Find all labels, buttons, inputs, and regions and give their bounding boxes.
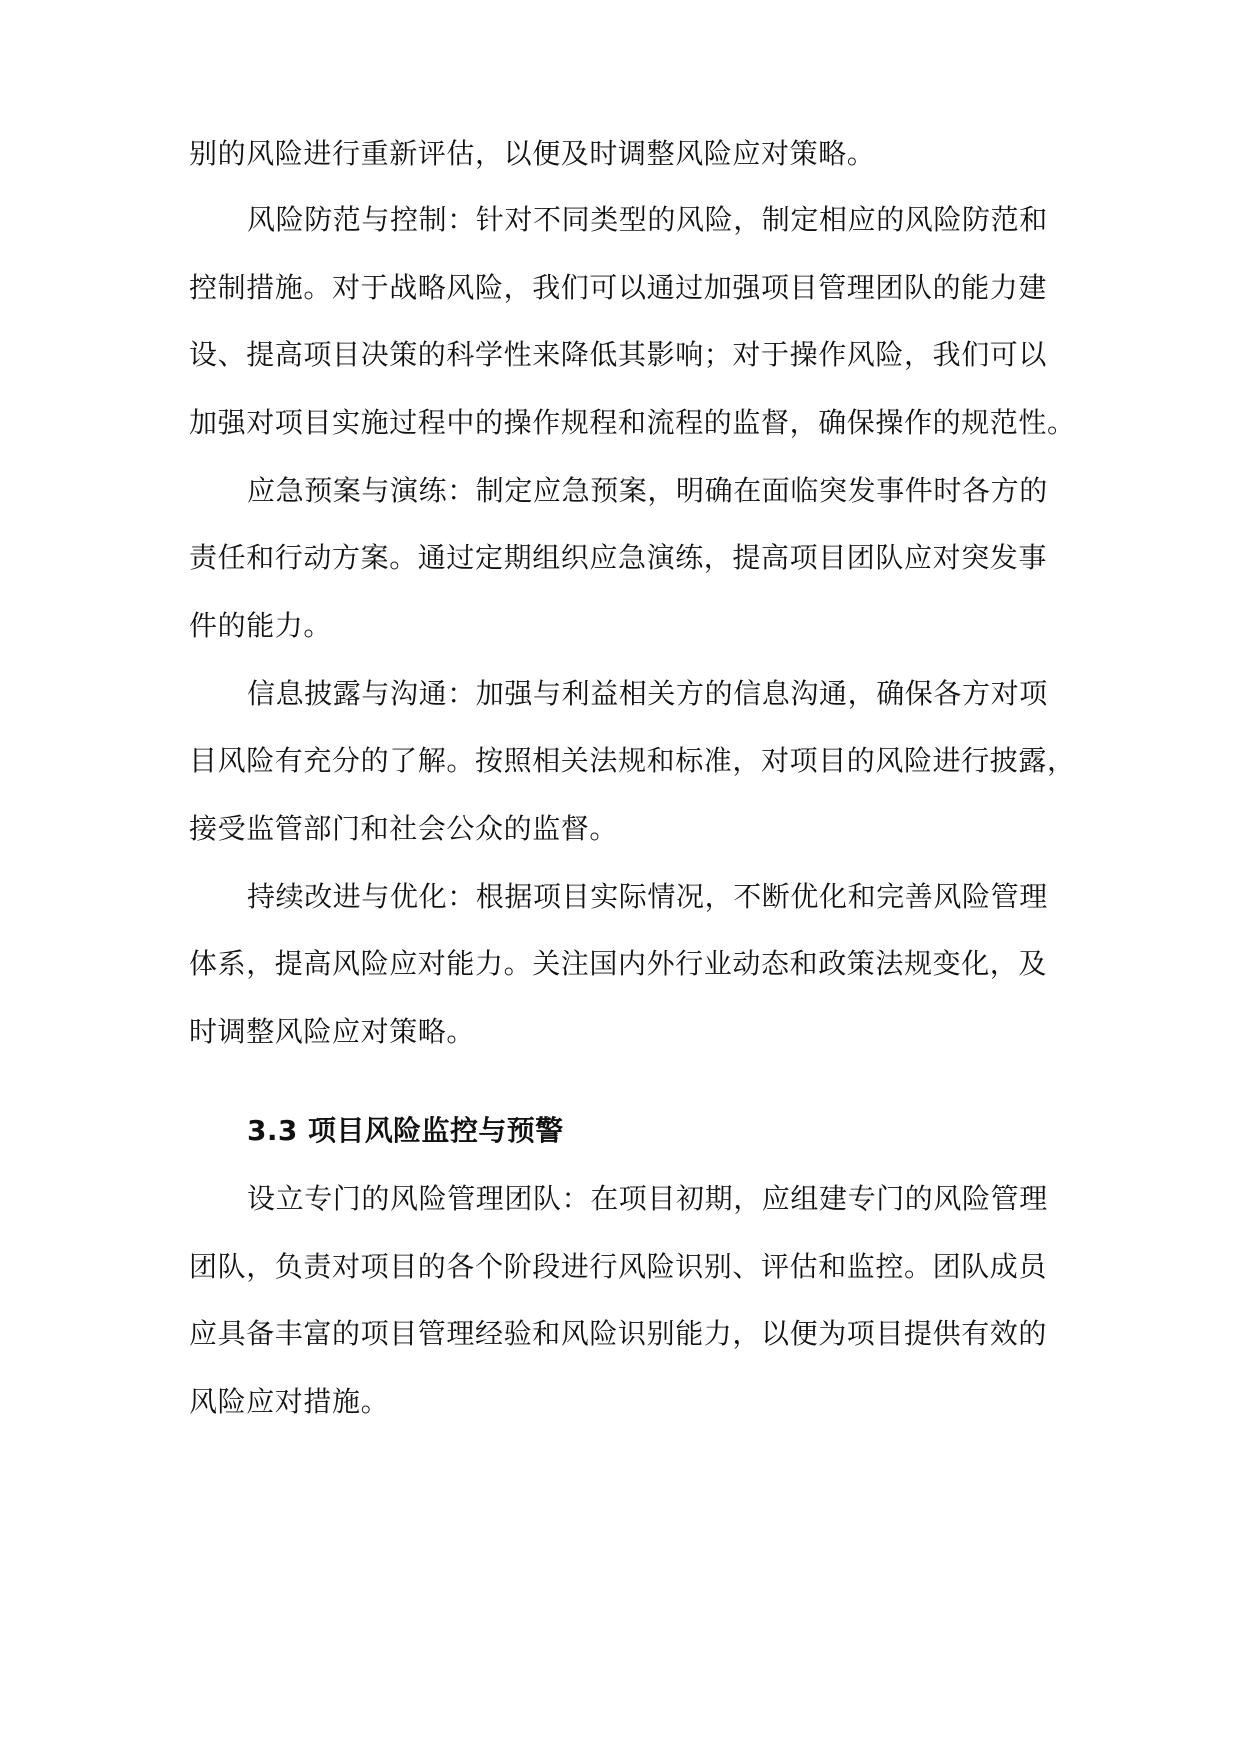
document-page [189, 0, 1076, 1754]
paragraph-line: 接受监管部门和社会公众的监督。 [189, 812, 619, 845]
paragraph-line: 持续改进与优化：根据项目实际情况，不断优化和完善风险管理 [247, 880, 1048, 913]
paragraph-line: 风险应对措施。 [189, 1385, 390, 1418]
paragraph-line: 风险防范与控制：针对不同类型的风险，制定相应的风险防范和 [247, 203, 1048, 236]
paragraph-line: 团队，负责对项目的各个阶段进行风险识别、评估和监控。团队成员 [189, 1250, 1048, 1283]
paragraph-continuation-line: 别的风险进行重新评估，以便及时调整风险应对策略。 [189, 137, 876, 170]
paragraph-line: 责任和行动方案。通过定期组织应急演练，提高项目团队应对突发事 [189, 541, 1048, 574]
section-heading: 3.3 项目风险监控与预警 [247, 1114, 564, 1147]
paragraph-line: 体系，提高风险应对能力。关注国内外行业动态和政策法规变化，及 [189, 947, 1048, 980]
paragraph-line: 件的能力。 [189, 609, 333, 642]
paragraph-line: 加强对项目实施过程中的操作规程和流程的监督，确保操作的规范性。 [189, 406, 1076, 439]
paragraph-line: 信息披露与沟通：加强与利益相关方的信息沟通，确保各方对项 [247, 677, 1048, 710]
paragraph-line: 控制措施。对于战略风险，我们可以通过加强项目管理团队的能力建 [189, 271, 1048, 304]
paragraph-line: 时调整风险应对策略。 [189, 1015, 476, 1048]
paragraph-line: 设立专门的风险管理团队：在项目初期，应组建专门的风险管理 [247, 1182, 1048, 1215]
paragraph-line: 应具备丰富的项目管理经验和风险识别能力，以便为项目提供有效的 [189, 1317, 1048, 1350]
paragraph-line: 目风险有充分的了解。按照相关法规和标准，对项目的风险进行披露， [189, 744, 1076, 777]
paragraph-line: 应急预案与演练：制定应急预案，明确在面临突发事件时各方的 [247, 474, 1048, 507]
paragraph-line: 设、提高项目决策的科学性来降低其影响；对于操作风险，我们可以 [189, 338, 1048, 371]
